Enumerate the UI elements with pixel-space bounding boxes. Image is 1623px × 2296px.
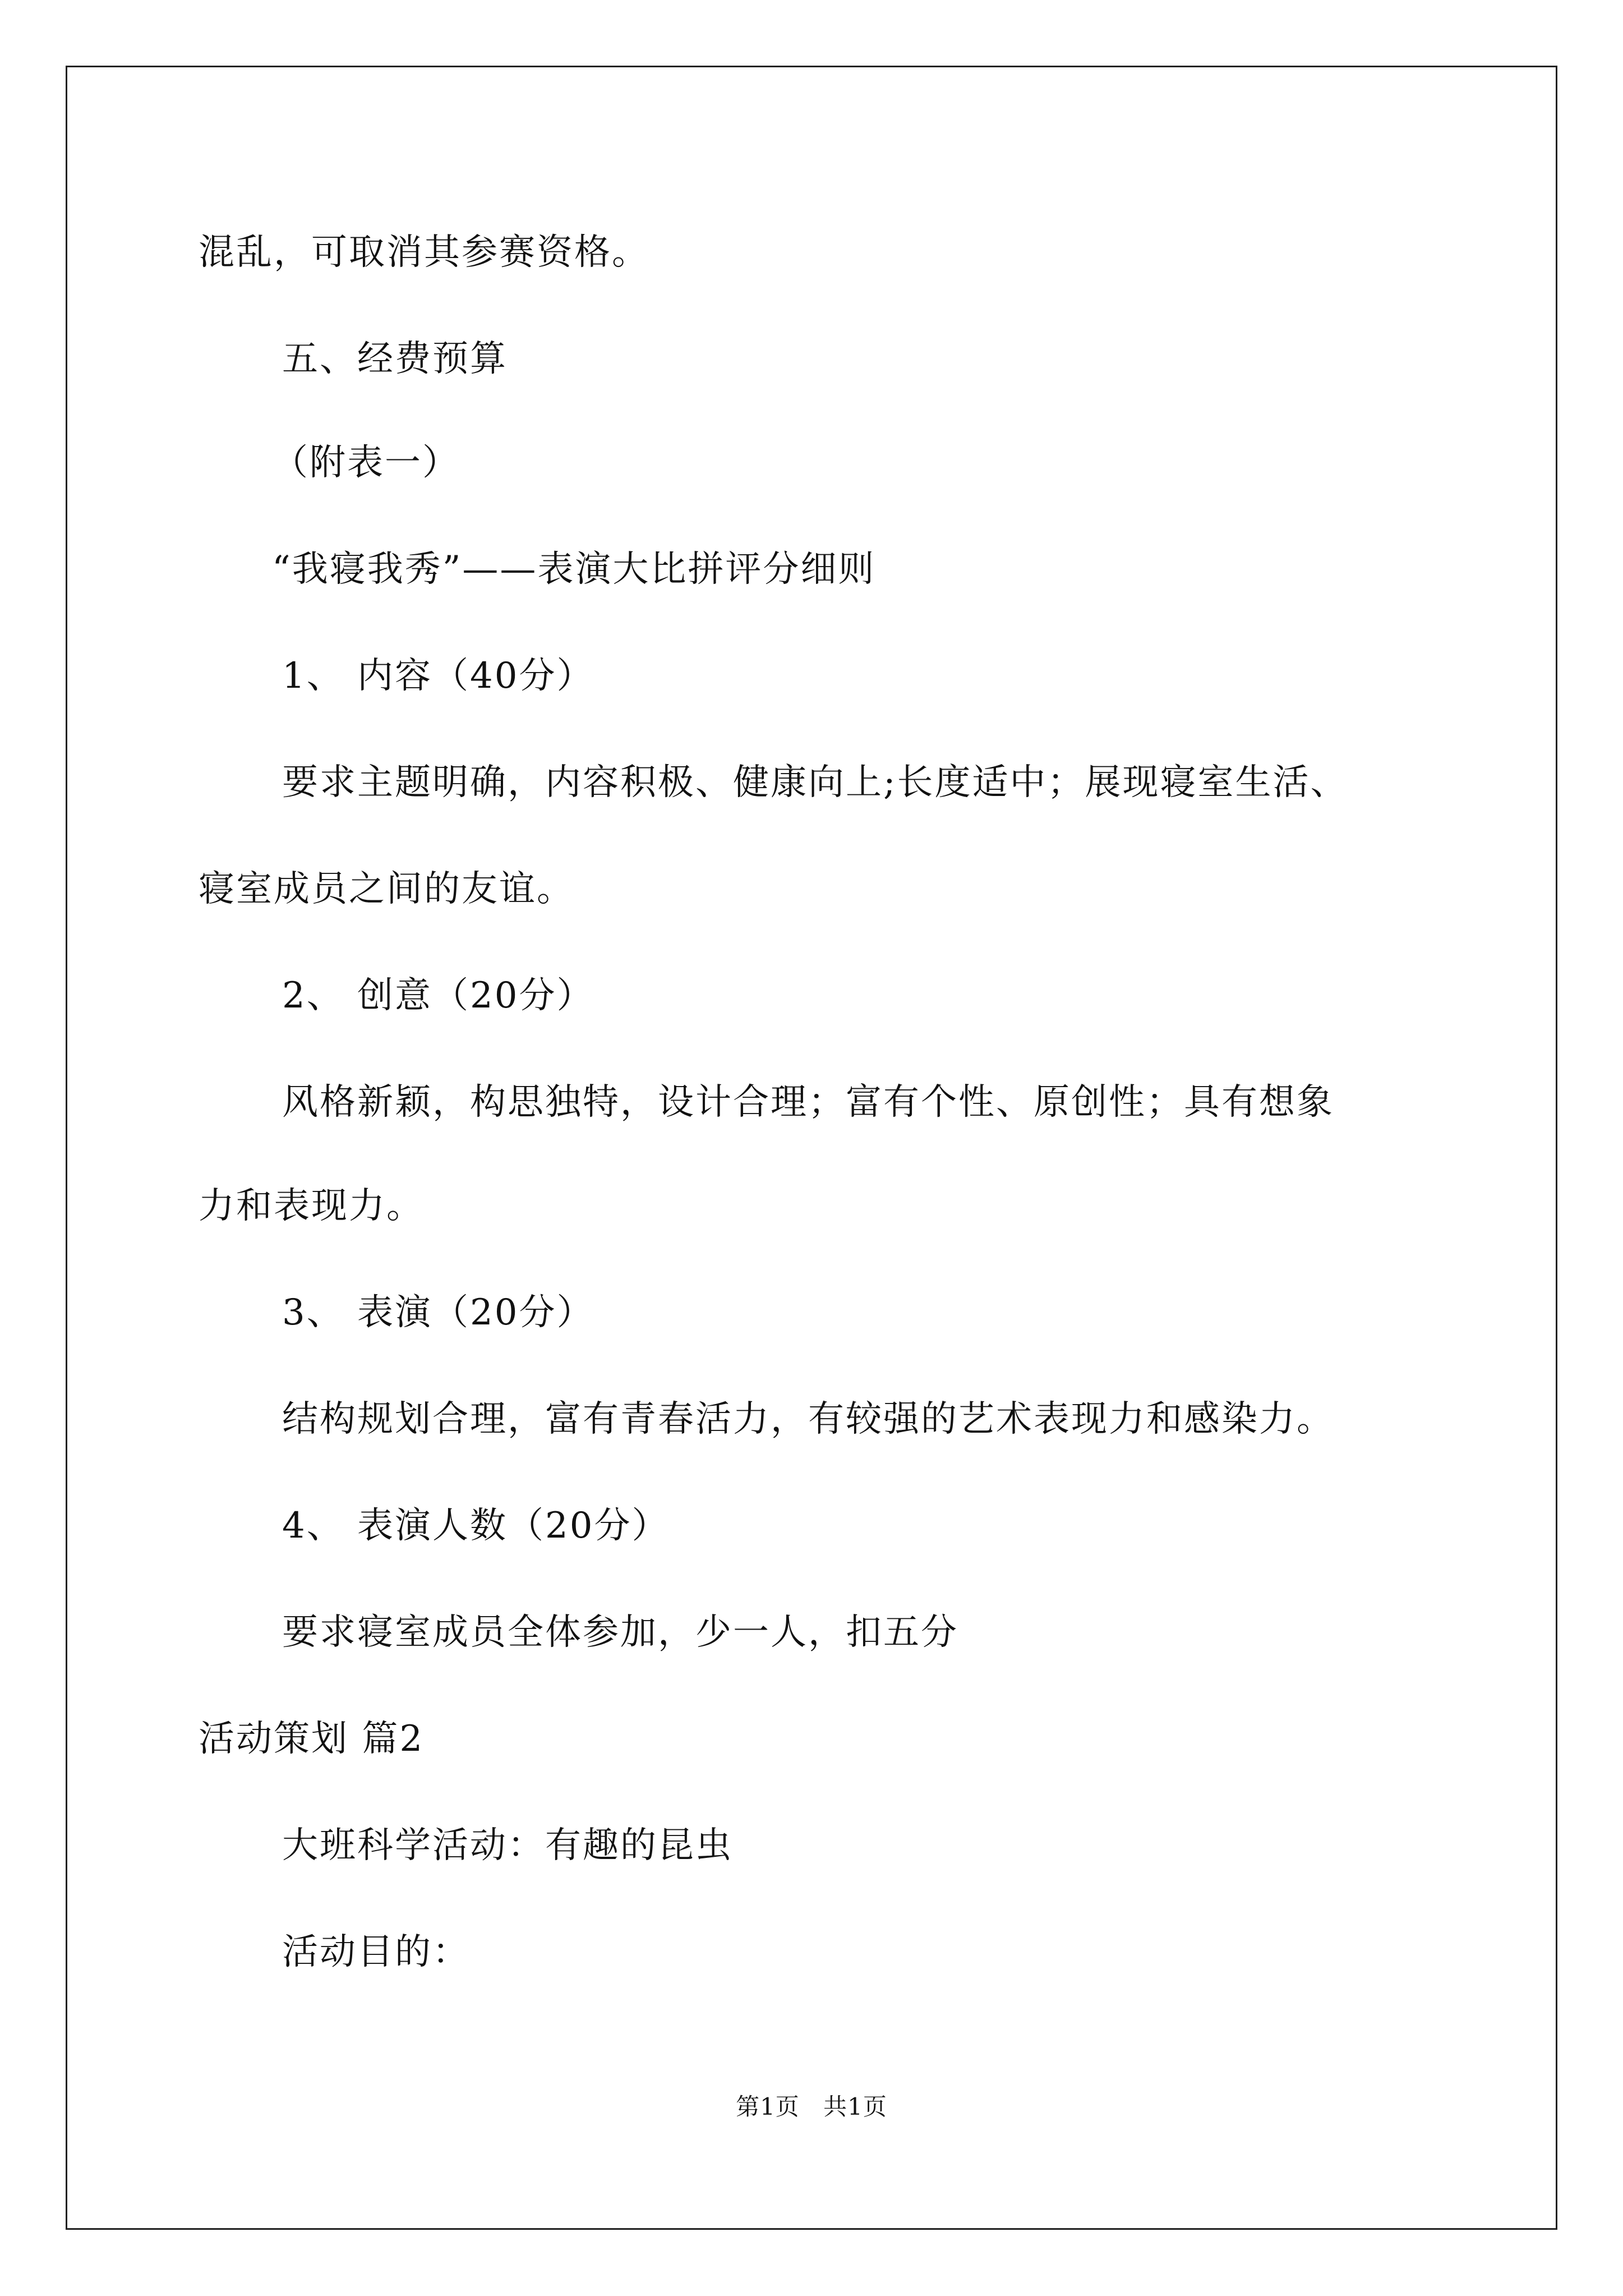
rule-item-heading: 3、 表演（20分） <box>282 1292 594 1333</box>
page-footer <box>0 2091 1623 2123</box>
attachment-label: （附表一） <box>272 442 460 484</box>
body-text-line: 要求寝室成员全体参加，少一人，扣五分 <box>282 1612 958 1653</box>
subsection-heading: 活动目的： <box>282 1931 470 1973</box>
body-text-line: 力和表现力。 <box>199 1185 424 1227</box>
rule-item-heading: 1、 内容（40分） <box>282 655 594 697</box>
body-text-line: 要求主题明确，内容积极、健康向上;长度适中；展现寝室生活、 <box>282 762 1348 803</box>
section-heading: 五、经费预算 <box>282 338 508 380</box>
body-text-line: 结构规划合理，富有青春活力，有较强的艺术表现力和感染力。 <box>282 1398 1334 1440</box>
page-total: 共1页 <box>823 2093 887 2120</box>
page-border <box>66 66 1557 2230</box>
rules-title: “我寝我秀”——表演大比拼评分细则 <box>272 549 876 590</box>
chapter-heading: 活动策划 篇2 <box>199 1718 425 1760</box>
body-text-line: 风格新颖，构思独特，设计合理；富有个性、原创性；具有想象 <box>282 1082 1334 1123</box>
rule-item-heading: 2、 创意（20分） <box>282 975 594 1016</box>
body-text-line: 混乱，可取消其参赛资格。 <box>199 232 649 273</box>
body-text-line: 寝室成员之间的友谊。 <box>199 868 574 910</box>
activity-title: 大班科学活动：有趣的昆虫 <box>282 1825 733 1866</box>
rule-item-heading: 4、 表演人数（20分） <box>282 1505 670 1547</box>
page-number: 第1页 <box>736 2093 800 2120</box>
